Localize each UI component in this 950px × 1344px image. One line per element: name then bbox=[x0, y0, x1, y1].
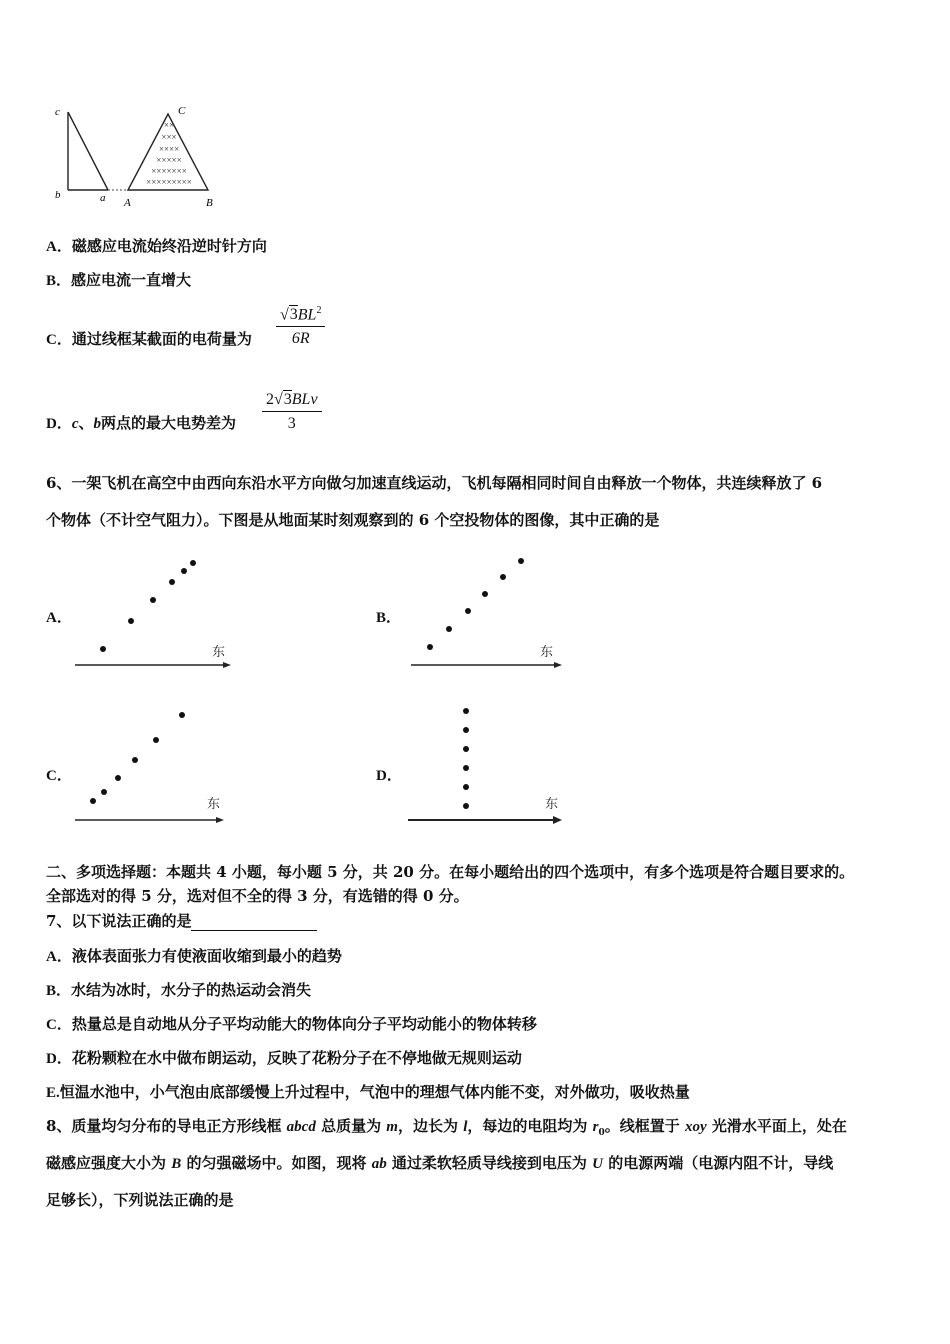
drop-point bbox=[500, 574, 506, 580]
charge-fraction bbox=[276, 305, 325, 348]
label-a: a bbox=[100, 192, 106, 204]
east-label: 东 bbox=[207, 797, 221, 812]
sqrt-arg: 3 bbox=[283, 391, 292, 408]
label-B: B bbox=[206, 197, 213, 209]
drop-point bbox=[463, 784, 469, 790]
var-ab: ab bbox=[371, 1156, 387, 1172]
drop-point bbox=[446, 626, 452, 632]
q7-stem-text: 7、以下说法正确的是 bbox=[46, 912, 192, 930]
separator: 、 bbox=[78, 414, 94, 432]
field-row: ×××× bbox=[158, 144, 180, 154]
label-A: A bbox=[124, 197, 131, 209]
option-letter: A． bbox=[46, 949, 72, 965]
drop-point bbox=[465, 608, 471, 614]
field-row: ××××××× bbox=[151, 166, 187, 176]
q8-text: 通过柔软轻质导线接到电压为 bbox=[386, 1154, 593, 1172]
drop-point bbox=[463, 765, 469, 771]
var-B: B bbox=[171, 1156, 182, 1172]
option-letter: D． bbox=[46, 1051, 72, 1067]
drop-point bbox=[90, 798, 96, 804]
option-text: 两点的最大电势差为 bbox=[101, 414, 237, 432]
num-vars: BLv bbox=[291, 391, 318, 408]
drop-point bbox=[181, 568, 187, 574]
q8-stem-line2 bbox=[46, 1153, 833, 1174]
q5-option-a bbox=[46, 236, 267, 257]
q5-option-d bbox=[46, 413, 236, 434]
q7-option-e bbox=[46, 1082, 690, 1103]
figure-coil-field bbox=[48, 100, 228, 212]
q8-text: ，每边的电阻均为 bbox=[467, 1117, 593, 1135]
drop-point bbox=[115, 775, 121, 781]
q7-option-b bbox=[46, 980, 311, 1001]
east-label: 东 bbox=[212, 645, 226, 660]
field-row: ××××××××× bbox=[146, 177, 192, 187]
label-c: c bbox=[55, 106, 60, 118]
drop-point bbox=[150, 597, 156, 603]
option-text: 水结为冰时，水分子的热运动会消失 bbox=[71, 981, 312, 999]
drop-point bbox=[463, 727, 469, 733]
field-row: ×× bbox=[163, 120, 175, 130]
q7-option-c bbox=[46, 1014, 537, 1035]
graph-c-label: C． bbox=[46, 768, 72, 784]
drop-point bbox=[128, 618, 134, 624]
q8-text: 总质量为 bbox=[315, 1117, 387, 1135]
sqrt-arg: 3 bbox=[289, 306, 298, 324]
drop-point bbox=[132, 757, 138, 763]
graph-b bbox=[408, 552, 573, 674]
num-vars: BL bbox=[297, 306, 317, 324]
fraction-denominator: 6R bbox=[291, 330, 310, 348]
var-r: r bbox=[592, 1119, 599, 1135]
graph-a bbox=[75, 552, 240, 674]
q7-option-d bbox=[46, 1048, 522, 1069]
var-r-sub: 0 bbox=[598, 1128, 605, 1138]
q6-stem-line1: 6、一架飞机在高空中由西向东沿水平方向做匀加速直线运动，飞机每隔相同时间自由释放一个物体，共连续释放了 6 bbox=[46, 474, 823, 492]
var-U: U bbox=[592, 1156, 603, 1172]
q7-stem bbox=[46, 911, 317, 931]
axis-arrow bbox=[554, 662, 562, 668]
fraction-numerator: $√3BL^2$ bbox=[276, 305, 325, 327]
graph-d bbox=[405, 700, 570, 828]
drop-point bbox=[190, 560, 196, 566]
drop-point bbox=[518, 558, 524, 564]
fraction-denominator: 3 bbox=[287, 415, 296, 432]
option-text: 液体表面张力有使液面收缩到最小的趋势 bbox=[71, 947, 342, 965]
q8-text: 的电源两端（电源内阻不计，导线 bbox=[603, 1154, 834, 1172]
field-row: ××× bbox=[161, 132, 177, 142]
option-letter: B． bbox=[46, 983, 72, 999]
east-label: 东 bbox=[545, 797, 559, 812]
drop-point bbox=[463, 746, 469, 752]
east-label: 东 bbox=[540, 645, 554, 660]
axis-arrow bbox=[223, 662, 231, 668]
graph-b-label: B． bbox=[376, 610, 402, 626]
drop-point bbox=[482, 591, 488, 597]
point-c: c bbox=[71, 416, 79, 432]
point-b: b bbox=[93, 416, 102, 432]
q8-stem-line3: 足够长），下列说法正确的是 bbox=[46, 1191, 234, 1209]
option-text: 恒温水池中，小气泡由底部缓慢上升过程中，气泡中的理想气体内能不变，对外做功，吸收热量 bbox=[59, 1083, 690, 1101]
option-letter: C． bbox=[46, 1017, 72, 1033]
option-letter: B． bbox=[46, 273, 72, 289]
fraction-numerator: 2√3BLv bbox=[262, 391, 322, 412]
label-b: b bbox=[55, 189, 61, 201]
num-sup: 2 bbox=[316, 305, 322, 316]
q8-stem-line1 bbox=[46, 1116, 847, 1143]
num-coef: 2 bbox=[266, 391, 274, 408]
drop-point bbox=[101, 789, 107, 795]
drop-point bbox=[169, 579, 175, 585]
q5-option-c bbox=[46, 329, 252, 350]
axis-arrow bbox=[216, 817, 224, 823]
option-text: 花粉颗粒在水中做布朗运动，反映了花粉分子在不停地做无规则运动 bbox=[71, 1049, 522, 1067]
graph-c bbox=[72, 704, 237, 830]
option-letter: E. bbox=[46, 1085, 60, 1101]
option-text: 磁感应电流始终沿逆时针方向 bbox=[71, 237, 267, 255]
answer-blank bbox=[191, 916, 317, 931]
var-abcd: abcd bbox=[286, 1119, 316, 1135]
var-m: m bbox=[386, 1119, 398, 1135]
q6-stem-line2: 个物体（不计空气阻力）。下图是从地面某时刻观察到的 6 个空投物体的图像，其中正确的是 bbox=[46, 511, 660, 529]
q8-text: 的匀强磁场中。如图，现将 bbox=[181, 1154, 372, 1172]
drop-point bbox=[427, 644, 433, 650]
graph-d-label: D． bbox=[376, 768, 402, 784]
option-letter: D． bbox=[46, 416, 72, 432]
option-letter: A． bbox=[46, 239, 72, 255]
option-text: 通过线框某截面的电荷量为 bbox=[71, 330, 252, 348]
graph-a-label: A． bbox=[46, 610, 72, 626]
section2-line2: 全部选对的得 5 分，选对但不全的得 3 分，有选错的得 0 分。 bbox=[46, 887, 469, 905]
q5-option-b bbox=[46, 270, 191, 291]
field-row: ××××× bbox=[156, 155, 182, 165]
option-letter: C． bbox=[46, 332, 72, 348]
section2-line1: 二、多项选择题：本题共 4 小题，每小题 5 分，共 20 分。在每小题给出的四个选项中，有多个选项是符合题目要求的。 bbox=[46, 863, 855, 881]
drop-point bbox=[463, 803, 469, 809]
drop-point bbox=[153, 737, 159, 743]
drop-point bbox=[463, 708, 469, 714]
field-crosses bbox=[146, 120, 192, 187]
drop-point bbox=[179, 712, 185, 718]
q8-text: 8、质量均匀分布的导电正方形线框 bbox=[46, 1117, 287, 1135]
q8-text: 磁感应强度大小为 bbox=[46, 1154, 172, 1172]
q8-text: 光滑水平面上，处在 bbox=[706, 1117, 847, 1135]
potential-fraction bbox=[262, 391, 322, 433]
q8-text: 。线框置于 bbox=[604, 1117, 685, 1135]
q8-text: ，边长为 bbox=[397, 1117, 464, 1135]
option-text: 热量总是自动地从分子平均动能大的物体向分子平均动能小的物体转移 bbox=[71, 1015, 537, 1033]
var-xoy: xoy bbox=[684, 1119, 707, 1135]
q7-option-a bbox=[46, 946, 342, 967]
coil-hypotenuse bbox=[68, 112, 108, 190]
drop-point bbox=[100, 646, 106, 652]
var-l: l bbox=[463, 1119, 468, 1135]
axis-arrow bbox=[553, 816, 562, 824]
label-C: C bbox=[178, 105, 186, 117]
option-text: 感应电流一直增大 bbox=[71, 271, 192, 289]
